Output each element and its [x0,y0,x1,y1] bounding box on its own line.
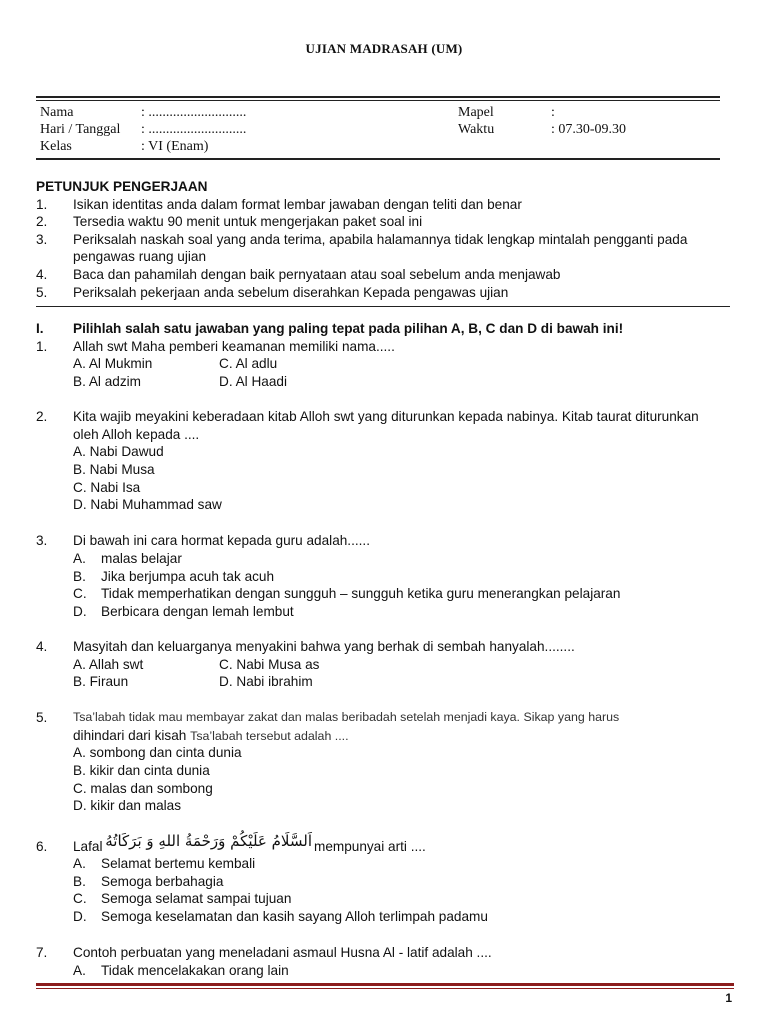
top-double-rule-1 [36,96,720,98]
option-d: D. Nabi ibrahim [219,674,313,689]
option-b-letter: B. [73,569,86,584]
question-text: Di bawah ini cara hormat kepada guru adalah...... [73,533,370,548]
option-a: A. Allah swt [73,657,144,672]
option-d: Berbicara dengan lemah lembut [101,604,294,619]
instruction-text: Periksalah pekerjaan anda sebelum diserahkan Kepada pengawas ujian [73,285,509,300]
option-c-letter: C. [73,586,87,601]
footer-rule-thin [36,988,734,989]
kelas-label: Kelas [40,139,72,154]
instruction-number: 2. [36,214,48,229]
option-a: A. sombong dan cinta dunia [73,745,242,760]
kelas-value: : VI (Enam) [141,139,209,154]
page-number: 1 [725,991,732,1005]
instruction-text: Tersedia waktu 90 menit untuk mengerjakan paket soal ini [73,214,423,229]
instructions-heading: PETUNJUK PENGERJAAN [36,179,208,194]
footer-rule-thick [36,983,734,986]
nama-value: : ............................ [141,105,247,120]
question-text: Allah swt Maha pemberi keamanan memiliki nama..... [73,339,395,354]
question-text-part: Tsa’labah tersebut adalah .... [190,729,349,743]
option-d: D. Nabi Muhammad saw [73,497,222,512]
option-a: A. Al Mukmin [73,356,153,371]
question-number: 2. [36,409,48,424]
option-a: A. Nabi Dawud [73,444,164,459]
question-number: 5. [36,710,48,725]
option-a: malas belajar [101,551,182,566]
question-text-cont [73,727,349,745]
section-instruction: Pilihlah salah satu jawaban yang paling tepat pada pilihan A, B, C dan D di bawah ini! [73,321,624,336]
question-text-prefix: Lafal [73,839,103,854]
question-number: 4. [36,639,48,654]
option-c: C. Nabi Isa [73,480,141,495]
instruction-text: Periksalah naskah soal yang anda terima, apabila halamannya tidak lengkap mintalah pengganti pada [73,232,688,247]
top-double-rule-2 [36,100,720,101]
option-b-letter: B. [73,874,86,889]
waktu-value: : 07.30-09.30 [551,122,627,137]
option-b: B. kikir dan cinta dunia [73,763,210,778]
option-c: C. malas dan sombong [73,781,213,796]
exam-title: UJIAN MADRASAH (UM) [305,41,463,56]
option-c: C. Al adlu [219,356,278,371]
waktu-label: Waktu [458,122,495,137]
instruction-text: Isikan identitas anda dalam format lembar jawaban dengan teliti dan benar [73,197,522,212]
instructions-divider [36,306,730,307]
option-d: D. Al Haadi [219,374,288,389]
mapel-label: Mapel [458,105,494,120]
nama-label: Nama [40,105,74,120]
option-c: Semoga selamat sampai tujuan [101,891,292,906]
hari-label: Hari / Tanggal [40,122,121,137]
option-c-letter: C. [73,891,87,906]
instruction-number: 1. [36,197,48,212]
question-text-cont: oleh Alloh kepada .... [73,427,200,442]
option-a: Selamat bertemu kembali [101,856,256,871]
option-d-letter: D. [73,604,87,619]
option-a-letter: A. [73,551,86,566]
option-b: Semoga berbahagia [101,874,224,889]
instruction-number: 4. [36,267,48,282]
option-c: C. Nabi Musa as [219,657,320,672]
option-a-letter: A. [73,856,86,871]
option-c: Tidak memperhatikan dengan sungguh – sungguh ketika guru menerangkan pelajaran [101,586,621,601]
question-text: Kita wajib meyakini keberadaan kitab Alloh swt yang diturunkan kepada nabinya. Kitab taurat diturunkan [73,409,699,424]
option-a-letter: A. [73,963,86,978]
instruction-number: 3. [36,232,48,247]
option-a: Tidak mencelakakan orang lain [101,963,289,978]
question-text: Tsa’labah tidak mau membayar zakat dan malas beribadah setelah menjadi kaya. Sikap yang harus [73,710,620,724]
arabic-phrase: اَلسَّلَامُ عَلَيْكُمْ وَرَحْمَةُ اللهِ وَ بَرَكَاتُهُ [105,832,312,850]
option-d-letter: D. [73,909,87,924]
option-b: Jika berjumpa acuh tak acuh [101,569,275,584]
hari-value: : ............................ [141,122,247,137]
question-text-suffix: mempunyai arti .... [314,839,426,854]
question-number: 1. [36,339,48,354]
option-d: D. kikir dan malas [73,798,182,813]
question-number: 6. [36,839,48,854]
instruction-text: Baca dan pahamilah dengan baik pernyataan atau soal sebelum anda menjawab [73,267,561,282]
option-b: B. Al adzim [73,374,141,389]
question-text: Contoh perbuatan yang meneladani asmaul Husna Al - latif adalah .... [73,945,492,960]
option-d: Semoga keselamatan dan kasih sayang Alloh terlimpah padamu [101,909,488,924]
identity-bottom-rule [36,158,720,160]
instruction-number: 5. [36,285,48,300]
section-number: I. [36,321,44,336]
question-number: 3. [36,533,48,548]
instruction-text-cont: pengawas ruang ujian [73,249,207,264]
option-b: B. Nabi Musa [73,462,155,477]
question-number: 7. [36,945,48,960]
question-text: Masyitah dan keluarganya menyakini bahwa yang berhak di sembah hanyalah........ [73,639,575,654]
mapel-value: : [551,105,555,120]
option-b: B. Firaun [73,674,129,689]
question-text-part: dihindari dari kisah [73,728,191,743]
